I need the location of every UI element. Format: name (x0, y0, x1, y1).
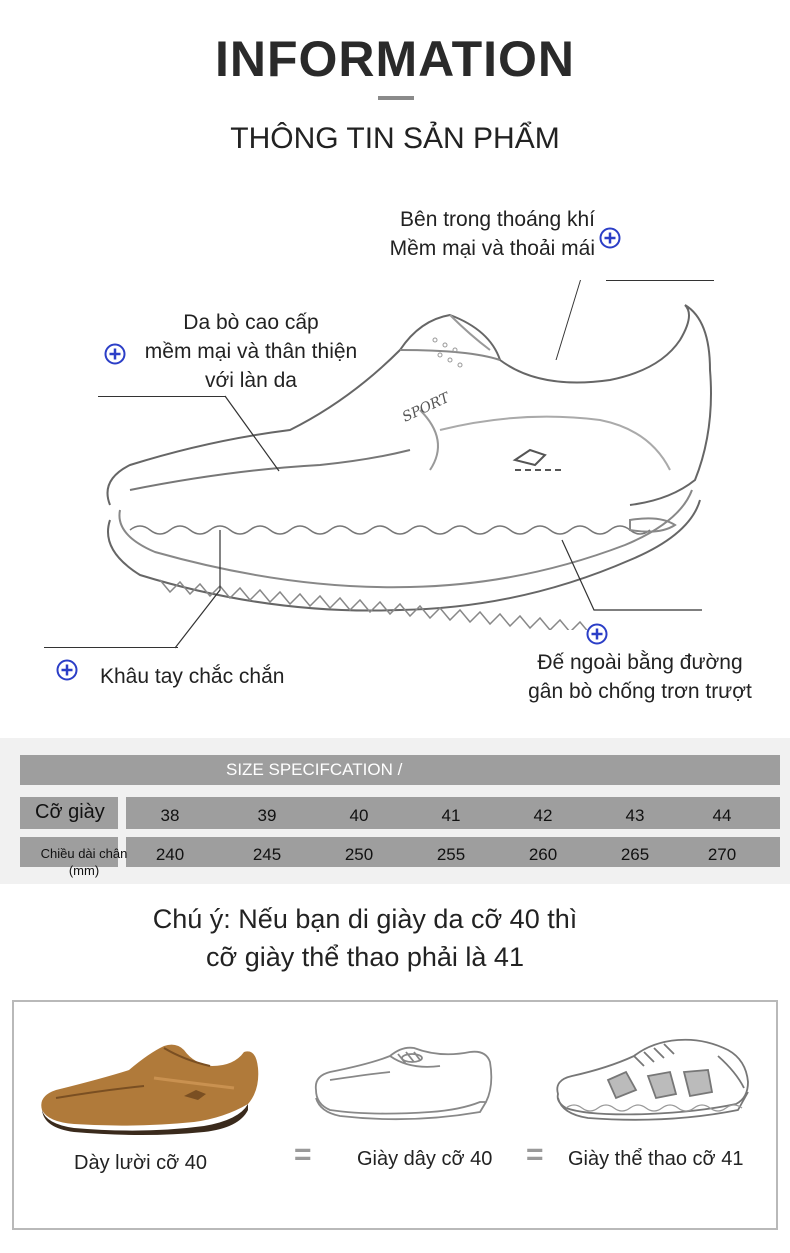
sneaker-image (548, 1032, 758, 1132)
callout-stitch: Khâu tay chắc chắn (100, 665, 285, 688)
length-value: 240 (155, 845, 185, 864)
length-row-label (24, 845, 144, 879)
size-spec-title: SIZE SPECIFCATION / (226, 760, 403, 779)
callout-leather-leader-diag (224, 395, 284, 475)
loafer-shoe-image (34, 1038, 264, 1138)
length-value: 245 (252, 845, 282, 864)
shoe-badge-text: SPORT (399, 389, 453, 426)
callout-leather-leader-h (98, 396, 226, 397)
size-value: 42 (533, 806, 553, 825)
callout-stitch-leader-h (44, 647, 178, 648)
length-value: 255 (436, 845, 466, 864)
note-line2: cỡ giày thể thao phải là 41 (206, 942, 524, 972)
plus-icon (104, 343, 126, 365)
length-value: 260 (528, 845, 558, 864)
callout-sole-line1: Đế ngoài bằng đường (537, 651, 743, 674)
length-row-label-line2: (mm) (68, 863, 100, 878)
callout-stitch-leader (170, 530, 230, 650)
page-subtitle: THÔNG TIN SẢN PHẨM (230, 122, 560, 155)
length-value: 250 (344, 845, 374, 864)
callout-leather-line2: mềm mại và thân thiện (144, 340, 358, 363)
length-value: 270 (707, 845, 737, 864)
callout-inner-line1: Bên trong thoáng khí (400, 208, 595, 231)
sneaker-caption: Giày thể thao cỡ 41 (568, 1148, 744, 1170)
size-value: 38 (160, 806, 180, 825)
size-value: 43 (625, 806, 645, 825)
plus-icon (586, 623, 608, 645)
plus-icon (599, 227, 621, 249)
length-value: 265 (620, 845, 650, 864)
callout-sole (490, 648, 790, 706)
dress-shoe-image (310, 1040, 500, 1130)
callout-inner (345, 205, 595, 263)
callout-sole-line2: gân bò chống trơn trượt (528, 680, 752, 703)
callout-leather-line1: Da bò cao cấp (183, 311, 319, 334)
size-value: 39 (257, 806, 277, 825)
page-title: INFORMATION (214, 31, 576, 87)
size-value: 41 (441, 806, 461, 825)
title-divider (378, 96, 414, 100)
size-row-label: Cỡ giày (35, 801, 105, 823)
callout-sole-leader (560, 538, 710, 618)
size-value: 40 (349, 806, 369, 825)
equals-sign: = (526, 1138, 544, 1171)
size-value: 44 (712, 806, 732, 825)
plus-icon (56, 659, 78, 681)
callout-leather-line3: với làn da (205, 369, 297, 392)
callout-inner-leader-h (606, 280, 714, 281)
loafer-caption: Dày lười cỡ 40 (74, 1152, 207, 1174)
note-line1: Chú ý: Nếu bạn di giày da cỡ 40 thì (152, 904, 578, 934)
callout-leather (126, 308, 376, 395)
equals-sign: = (294, 1138, 312, 1171)
length-row-label-line1: Chiều dài chân (40, 846, 128, 861)
callout-inner-line2: Mềm mại và thoải mái (389, 237, 595, 260)
dress-shoe-caption: Giày dây cỡ 40 (357, 1148, 493, 1170)
